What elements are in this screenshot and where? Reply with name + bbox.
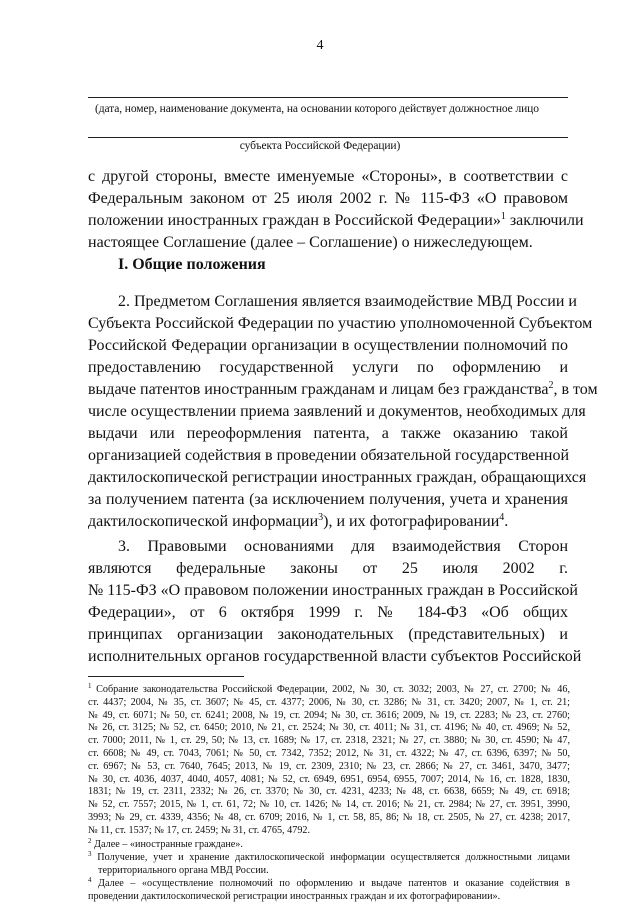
intro-line: Федеральным законом от 25 июля 2002 г. № 115-ФЗ «О правовом: [88, 190, 568, 207]
para3-line: 3. Правовыми основаниями для взаимодействия Сторон: [118, 538, 568, 555]
footnote-1: [88, 684, 570, 838]
footnote-line: ст. 7000; 2011, № 1, ст. 29, 50; № 13, ст. 1689; № 17, ст. 2318, 2321; № 27, ст. 3880; № 30, ст. 4590; № 47,: [88, 735, 570, 747]
para2-line: организацией содействия в проведении обязательной государственной: [88, 447, 570, 464]
para2-line: дактилоскопической регистрации иностранных граждан, обращающихся: [88, 469, 587, 486]
para2-line: числе осуществлении приема заявлений и документов, необходимых для: [88, 403, 586, 420]
footnote-line: [88, 878, 570, 891]
intro-line: с другой стороны, вместе именуемые «Стороны», в соответствии с: [88, 168, 568, 185]
footnote-text: Получение, учет и хранение дактилоскопической информации осуществляется должностными лицами: [97, 852, 570, 863]
para2-line: Субъекта Российской Федерации по участию уполномоченной Субъектом: [88, 315, 593, 332]
para2-line: за получением патента (за исключением получения, учета и хранения: [88, 491, 568, 508]
para2-line: [88, 380, 598, 400]
footnote-line: проведении дактилоскопической регистрации иностранных граждан и их фотографировании».: [88, 890, 501, 902]
footnote-4: [88, 878, 570, 904]
footnote-text: территориального органа МВД России.: [98, 864, 269, 876]
para2-line: предоставлению государственной услуги по оформлению и: [88, 359, 568, 376]
intro-text: заключили: [505, 212, 584, 229]
footnote-2: [88, 839, 570, 852]
section-heading: I. Общие положения: [118, 256, 266, 273]
para2-line: 2. Предметом Соглашения является взаимодействие МВД России и: [118, 293, 577, 310]
para2-line: [88, 512, 568, 532]
intro-line: настоящее Соглашение (далее – Соглашение) о нижеследующем.: [88, 234, 533, 251]
para3-line: принципах организации законодательных (представительных) и: [88, 626, 568, 643]
footnote-ref: 2: [548, 380, 554, 391]
footnote-line: № 26, ст. 3125; № 52, ст. 6450; 2010, № 21, ст. 2524; № 30, ст. 4011; № 31, ст. 4196; № 40, ст. 4969; № 52,: [88, 722, 570, 734]
para3-line: № 115-ФЗ «О правовом положении иностранных граждан в Российской: [88, 582, 578, 599]
para2-text: выдаче патентов иностранным гражданам и лицам без гражданства: [88, 381, 549, 398]
para2-text: .: [504, 513, 509, 530]
footnote-text: Собрание законодательства Российской Федерации, 2002, № 30, ст. 3032; 2003, № 27, ст. 2700; № 46,: [96, 684, 571, 695]
para2-line: выдачи или переоформления патента, а также оказанию такой: [88, 425, 568, 442]
para2-text: ), и их фотографировании: [323, 513, 500, 530]
footnote-line: [88, 865, 570, 878]
footnote-line: № 52, ст. 7557; 2015, № 1, ст. 61, 72; № 10, ст. 1426; № 14, ст. 2016; № 21, ст. 2984; № 27, ст. 3951, 3990,: [88, 799, 570, 811]
signature-line-top: [88, 97, 568, 98]
footnote-line: № 11, ст. 1537; № 17, ст. 2459; № 31, ст. 4765, 4792.: [88, 824, 311, 836]
para2-text: , в том: [553, 381, 598, 398]
footnote-line: № 49, ст. 6071; № 50, ст. 6241; 2008, № 19, ст. 2094; № 30, ст. 3616; 2009, № 19, ст. 2283; № 23, ст. 2760;: [88, 709, 570, 721]
para2-text: дактилоскопической информации: [88, 513, 319, 530]
footnote-separator: [88, 676, 244, 677]
footnote-line: 1831; № 19, ст. 2311, 2332; № 26, ст. 3370; № 30, ст. 4231, 4233; № 48, ст. 6638, 6659; № 49, ст. 6918;: [88, 786, 570, 798]
footnote-line: ст. 6967; № 53, ст. 7640, 7645; 2013, № 19, ст. 2309, 2310; № 23, ст. 2866; № 27, ст. 3461, 3470, 3477;: [88, 760, 570, 772]
footnote-ref: 3: [318, 512, 324, 523]
footnote-mark: 4: [88, 876, 92, 884]
field-caption-document: (дата, номер, наименование документа, на основании которого действует должностное лицо: [95, 103, 539, 115]
footnote-mark: 2: [88, 837, 92, 845]
para3-line: являются федеральные законы от 25 июля 2002 г.: [88, 560, 568, 577]
para3-line: исполнительных органов государственной власти субъектов Российской: [88, 648, 582, 665]
footnote-ref: 1: [500, 211, 506, 222]
footnote-line: [88, 839, 570, 852]
footnote-line: 3993; № 29, ст. 4339, 4356; № 48, ст. 6709; 2016, № 1, ст. 58, 85, 86; № 18, ст. 2505, № 27, ст. 4238; 2017,: [88, 811, 570, 823]
intro-line: [88, 211, 584, 231]
intro-text: положении иностранных граждан в Российской Федерации»: [88, 212, 501, 229]
footnote-line: [88, 852, 570, 865]
footnote-mark: 3: [88, 850, 92, 858]
para3-line: Федерации», от 6 октября 1999 г. № 184-ФЗ «Об общих: [88, 604, 568, 621]
footnote-ref: 4: [499, 512, 505, 523]
footnote-text: Далее – «осуществление полномочий по оформлению и выдаче патентов и оказание содействия в: [98, 878, 570, 889]
para2-line: Российской Федерации организации в осуществлении полномочий по: [88, 337, 568, 354]
footnote-line: [88, 684, 570, 697]
footnote-mark: 1: [88, 682, 92, 690]
footnote-line: ст. 4437; 2004, № 35, ст. 3607; № 45, ст. 4377; 2006, № 30, ст. 3286; № 31, ст. 3420; 2007, № 1, ст. 21;: [88, 696, 570, 708]
footnote-3: [88, 852, 570, 878]
page-number: 4: [316, 38, 324, 53]
field-caption-subject: субъекта Российской Федерации): [239, 140, 401, 152]
footnote-line: ст. 6608; № 49, ст. 7043, 7061; № 50, ст. 7342, 7352; 2012, № 31, ст. 4322; № 47, ст. 6396, 6397; № 50,: [88, 747, 570, 759]
footnote-line: № 30, ст. 4036, 4037, 4040, 4057, 4081; № 52, ст. 6949, 6951, 6954, 6955, 7007; 2014, № 16, ст. 1828, 1830,: [88, 773, 570, 785]
signature-line-bottom: [88, 137, 568, 138]
footnote-text: Далее – «иностранные граждане».: [94, 839, 243, 850]
